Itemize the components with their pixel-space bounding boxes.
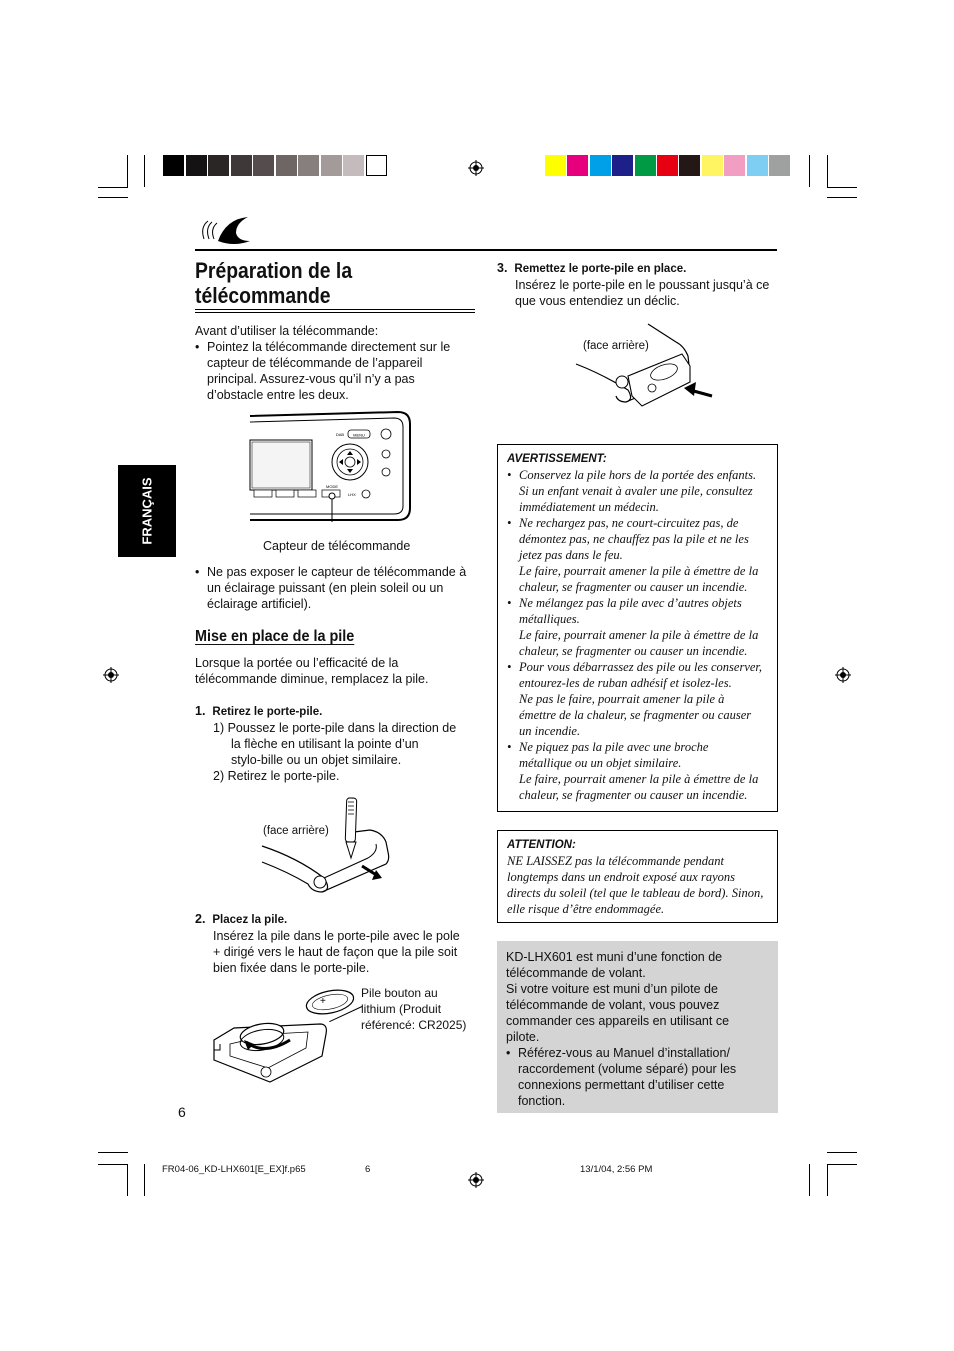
color-swatch xyxy=(545,155,566,176)
intro-bullet xyxy=(195,339,480,403)
line: chaleur, se fragmenter ou causer un incendie. xyxy=(519,788,748,802)
gray-swatch xyxy=(163,155,184,176)
line: la flèche en utilisant la pointe d’un xyxy=(231,737,419,751)
line: • Référez-vous au Manuel d’installation/ xyxy=(518,1046,730,1060)
footer-file: FR04-06_KD-LHX601[E_EX]f.p65 xyxy=(162,1164,306,1175)
heading-rule xyxy=(195,249,777,251)
line: lithium (Produit xyxy=(361,1002,442,1016)
line: 2) Retirez le porte-pile. xyxy=(213,769,340,783)
battery-section-title: Mise en place de la pile xyxy=(195,628,355,645)
line: Insérez le porte-pile en le poussant jusqu’à ce xyxy=(515,278,770,292)
line: connexions permettant d’utiliser cette xyxy=(518,1078,725,1092)
step-number: 3. xyxy=(497,261,508,275)
line: émettre de la chaleur, se fragmenter ou causer xyxy=(519,708,752,722)
warning-item xyxy=(507,515,772,595)
line: Le faire, pourrait amener la pile à émettre de la xyxy=(519,772,759,786)
figure-label: (face arrière) xyxy=(263,825,329,837)
svg-text:+: + xyxy=(320,996,326,1007)
menu-label: MENU xyxy=(353,432,365,438)
line: 1) Poussez le porte-pile dans la direction de xyxy=(213,721,457,735)
gray-swatch xyxy=(298,155,319,176)
warning-item xyxy=(507,595,772,659)
gray-swatch xyxy=(231,155,252,176)
line: • Pour vous débarrassez des pile ou les conserver, xyxy=(519,660,763,674)
line: commander ces appareils en utilisant ce xyxy=(506,1014,730,1028)
title-line: télécommande xyxy=(195,283,331,308)
line: • Ne rechargez pas, ne court-circuitez pas, de xyxy=(519,516,739,530)
title-underline xyxy=(195,309,475,310)
line: Insérez la pile dans le porte-pile avec le pole xyxy=(213,929,460,943)
registration-mark-icon xyxy=(835,667,851,683)
line: Si votre voiture est muni d’un pilote de xyxy=(506,982,718,996)
warning-item xyxy=(507,659,772,739)
line: KD-LHX601 est muni d’une fonction de xyxy=(506,950,723,964)
gray-swatch xyxy=(276,155,297,176)
gray-swatch xyxy=(343,155,364,176)
gray-swatch xyxy=(253,155,274,176)
warning-list xyxy=(507,467,772,803)
language-label: FRANÇAIS xyxy=(139,477,155,545)
line: elle risque d’être endommagée. xyxy=(507,902,665,916)
line: métalliques. xyxy=(519,612,580,626)
line: chaleur, se fragmenter ou causer un incendie. xyxy=(519,580,748,594)
info-content xyxy=(506,949,774,1109)
warning-title: AVERTISSEMENT: xyxy=(507,453,607,465)
footer-page: 6 xyxy=(365,1164,371,1175)
step-1 xyxy=(195,703,480,784)
gray-swatch xyxy=(321,155,342,176)
language-side-tab xyxy=(118,465,176,557)
page-title xyxy=(195,258,352,308)
line: principal. Assurez-vous qu’il n’y a pas xyxy=(207,372,415,386)
gray-swatch xyxy=(208,155,229,176)
line: + dirigé vers le haut de façon que la pile soit xyxy=(213,945,458,959)
page-number: 6 xyxy=(178,1104,186,1120)
gray-swatch xyxy=(186,155,207,176)
line: • Ne piquez pas la pile avec une broche xyxy=(519,740,709,754)
battery-label xyxy=(361,985,466,1033)
line: fonction. xyxy=(518,1094,566,1108)
warning-content xyxy=(507,451,772,803)
line: entourez-les de ruban adhésif et isolez-les. xyxy=(519,676,732,690)
color-swatch xyxy=(612,155,633,176)
registration-mark-icon xyxy=(103,667,119,683)
warning-item xyxy=(507,739,772,803)
attention-title: ATTENTION: xyxy=(507,839,576,851)
line: raccordement (volume séparé) pour les xyxy=(518,1062,737,1076)
line: Ne pas le faire, pourrait amener la pile à xyxy=(519,692,725,706)
warning-item xyxy=(507,467,772,515)
line: pilote. xyxy=(506,1030,540,1044)
attention-content xyxy=(507,837,775,917)
intro-text xyxy=(195,323,480,403)
line: télécommande de volant. xyxy=(506,966,646,980)
intro-lead: Avant d’utiliser la télécommande: xyxy=(195,324,379,338)
line: longtemps dans un endroit exposé aux rayons xyxy=(507,870,735,884)
line: référencé: CR2025) xyxy=(361,1018,467,1032)
gray-swatch xyxy=(366,155,387,176)
line: stylo-bille ou un objet similaire. xyxy=(231,753,402,767)
line: télécommande de volant, vous pouvez xyxy=(506,998,720,1012)
line: Le faire, pourrait amener la pile à émettre de la xyxy=(519,628,759,642)
line: Le faire, pourrait amener la pile à émettre de la xyxy=(519,564,759,578)
color-swatch xyxy=(657,155,678,176)
lhx-label: LHX xyxy=(348,492,356,497)
dab-label: DAB xyxy=(335,432,345,437)
step-title: Placez la pile. xyxy=(212,914,288,926)
line: métallique ou un objet similaire. xyxy=(519,756,682,770)
registration-mark-icon xyxy=(468,1172,484,1188)
line: bien fixée dans le porte-pile. xyxy=(213,961,370,975)
sensor-caption: Capteur de télécommande xyxy=(263,539,411,553)
battery-intro xyxy=(195,655,480,687)
reinsert-holder-illustration xyxy=(572,320,722,412)
line: • Conservez la pile hors de la portée des enfants. xyxy=(519,468,757,482)
line: directs du soleil (tel que le tableau de bord). Sinon, xyxy=(507,886,764,900)
line: NE LAISSEZ pas la télécommande pendant xyxy=(507,854,724,868)
line: démontez pas, ne chauffez pas la pile et ne les xyxy=(519,532,749,546)
title-underline xyxy=(195,312,475,313)
line: • Pointez la télécommande directement sur le xyxy=(207,340,451,354)
insert-battery-illustration xyxy=(210,982,360,1092)
step-number: 1. xyxy=(195,704,206,718)
car-stereo-illustration xyxy=(248,410,414,522)
color-swatch xyxy=(567,155,588,176)
line: un éclairage puissant (en plein soleil ou un xyxy=(207,581,444,595)
color-swatch xyxy=(769,155,790,176)
mode-label: MODE xyxy=(326,484,338,489)
line: Lorsque la portée ou l’efficacité de la xyxy=(195,656,399,670)
remote-section-icon xyxy=(196,213,254,245)
remove-holder-illustration xyxy=(258,792,393,900)
color-swatch xyxy=(724,155,745,176)
line: que vous entendiez un déclic. xyxy=(515,294,680,308)
footer-date: 13/1/04, 2:56 PM xyxy=(580,1164,653,1175)
line: • Ne pas exposer le capteur de télécommande à xyxy=(207,565,467,579)
figure-label: (face arrière) xyxy=(583,340,649,352)
color-swatch xyxy=(590,155,611,176)
line: • Ne mélangez pas la pile avec d’autres objets xyxy=(519,596,742,610)
line: jetez pas dans le feu. xyxy=(519,548,623,562)
intro-bullet-2 xyxy=(195,564,480,612)
title-line: Préparation de la xyxy=(195,258,353,283)
color-swatch xyxy=(702,155,723,176)
line: éclairage artificiel). xyxy=(207,597,312,611)
color-swatch xyxy=(679,155,700,176)
step-2 xyxy=(195,911,480,976)
step-number: 2. xyxy=(195,912,206,926)
color-swatch xyxy=(747,155,768,176)
color-swatch xyxy=(635,155,656,176)
line: capteur de télécommande de l’appareil xyxy=(207,356,423,370)
registration-mark-icon xyxy=(468,160,484,176)
line: un incendie. xyxy=(519,724,581,738)
step-3 xyxy=(497,260,782,309)
step-title: Retirez le porte-pile. xyxy=(212,706,323,718)
line: d’obstacle entre les deux. xyxy=(207,388,349,402)
line: Pile bouton au xyxy=(361,986,438,1000)
line: immédiatement un médecin. xyxy=(519,500,659,514)
line: Si un enfant venait à avaler une pile, consultez xyxy=(519,484,753,498)
line: chaleur, se fragmenter ou causer un incendie. xyxy=(519,644,748,658)
line: télécommande diminue, remplacez la pile. xyxy=(195,672,429,686)
step-title: Remettez le porte-pile en place. xyxy=(514,263,687,275)
